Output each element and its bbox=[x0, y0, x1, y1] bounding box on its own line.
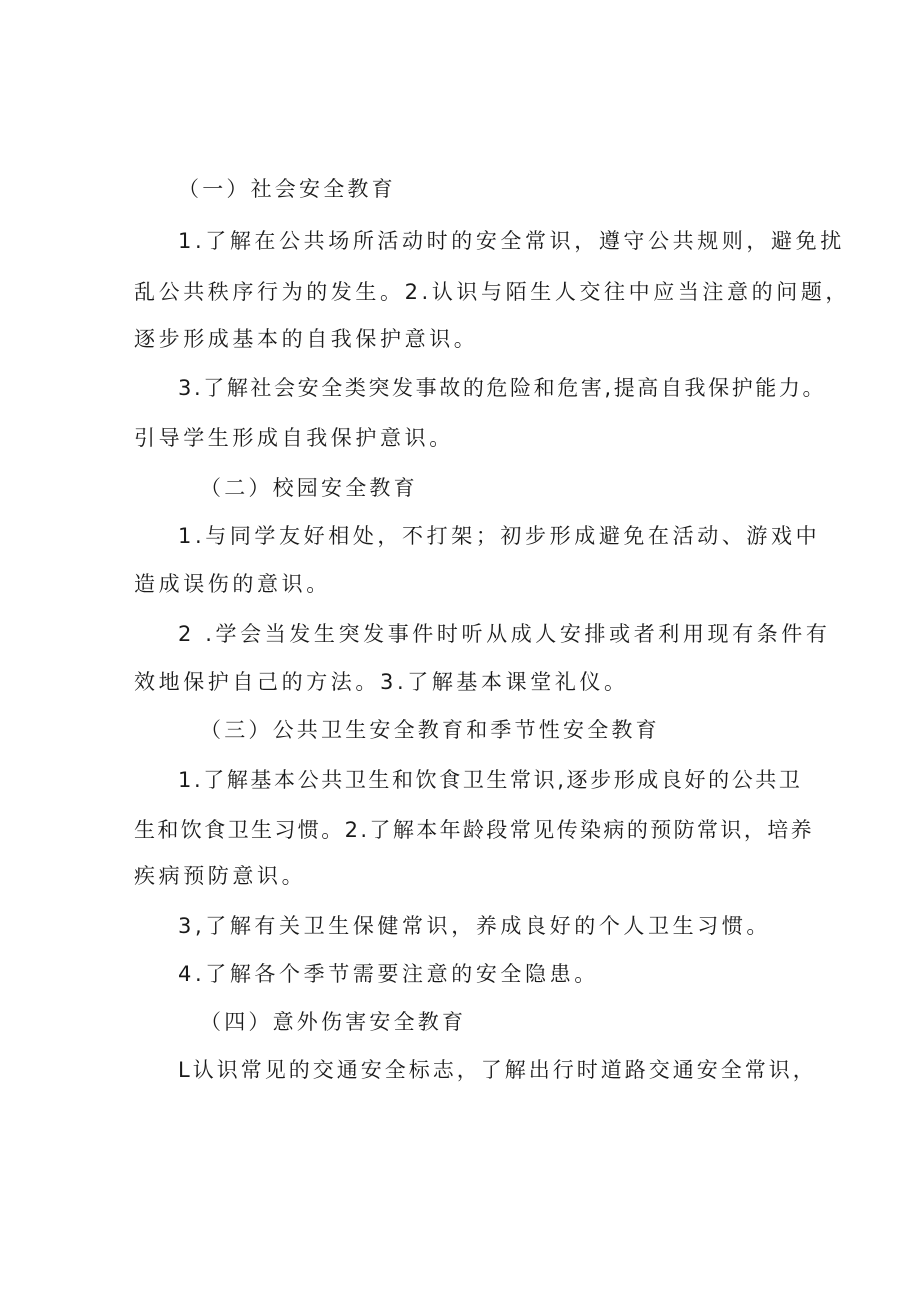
paragraph-line: 1.与同学友好相处，不打架；初步形成避免在活动、游戏中 bbox=[178, 524, 821, 548]
paragraph-line: 造成误伤的意识。 bbox=[134, 572, 331, 596]
paragraph-line: 4.了解各个季节需要注意的安全隐患。 bbox=[178, 962, 599, 986]
paragraph-line: 效地保护自己的方法。3.了解基本课堂礼仪。 bbox=[134, 670, 629, 694]
paragraph-line: 3.了解社会安全类突发事故的危险和危害,提高自我保护能力。 bbox=[178, 376, 827, 400]
paragraph-line: 2 .学会当发生突发事件时听从成人安排或者利用现有条件有 bbox=[178, 622, 831, 646]
paragraph-line: 逐步形成基本的自我保护意识。 bbox=[134, 327, 479, 351]
paragraph-line: L认识常见的交通安全标志，了解出行时道路交通安全常识， bbox=[178, 1058, 817, 1082]
paragraph-line: 乱公共秩序行为的发生。2.认识与陌生人交往中应当注意的问题， bbox=[134, 280, 851, 304]
section-heading-social: （一）社会安全教育 bbox=[178, 177, 396, 201]
section-heading-accident: （四）意外伤害安全教育 bbox=[200, 1010, 467, 1034]
section-heading-campus: （二）校园安全教育 bbox=[200, 476, 418, 500]
paragraph-line: 3,了解有关卫生保健常识，养成良好的个人卫生习惯。 bbox=[178, 914, 772, 938]
paragraph-line: 疾病预防意识。 bbox=[134, 864, 307, 888]
paragraph-line: 1.了解基本公共卫生和饮食卫生常识,逐步形成良好的公共卫 bbox=[178, 768, 803, 792]
paragraph-line: 生和饮食卫生习惯。2.了解本年龄段常见传染病的预防常识，培养 bbox=[134, 818, 815, 842]
paragraph-line: 引导学生形成自我保护意识。 bbox=[134, 426, 454, 450]
section-heading-public-health: （三）公共卫生安全教育和季节性安全教育 bbox=[200, 718, 660, 742]
paragraph-line: 1.了解在公共场所活动时的安全常识，遵守公共规则，避免扰 bbox=[178, 229, 845, 253]
